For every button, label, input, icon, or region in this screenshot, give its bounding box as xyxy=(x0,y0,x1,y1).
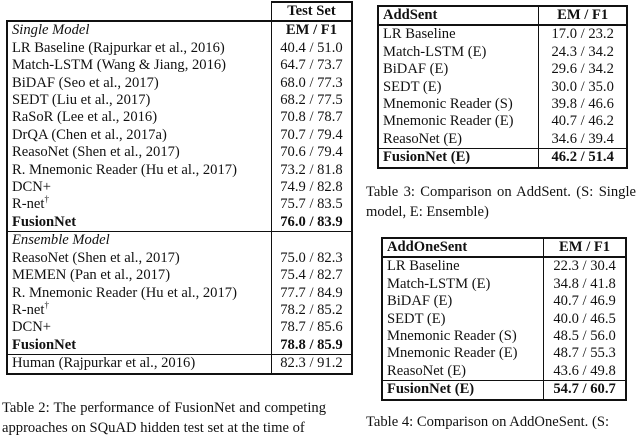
row-name xyxy=(7,75,271,92)
row-score: 78.7 / 85.6 xyxy=(271,319,352,336)
row-score: 68.0 / 77.3 xyxy=(271,75,352,92)
row-score: 70.7 / 79.4 xyxy=(271,127,352,144)
row-name xyxy=(378,96,539,113)
row-name-text: BiDAF (E) xyxy=(383,61,449,78)
table3 xyxy=(377,5,628,169)
row-name-text: SEDT (E) xyxy=(387,310,446,327)
table2-single-fusion-row xyxy=(7,214,352,232)
row-name-text: R. Mnemonic Reader (Hu et al., 2017) xyxy=(12,284,237,301)
table2-caption: Table 2: The performance of FusionNet and competing approaches on SQuAD hidden test set at the time of xyxy=(2,400,326,436)
table-row xyxy=(7,127,352,144)
row-name-text: LR Baseline xyxy=(387,258,460,275)
row-name-text: DrQA (Chen et al., 2017a) xyxy=(12,126,167,143)
table3-title: AddSent xyxy=(378,6,539,25)
row-name-text: Match-LSTM (Wang & Jiang, 2016) xyxy=(12,57,227,74)
row-score: 39.8 / 46.6 xyxy=(539,96,627,113)
table-row xyxy=(7,40,352,57)
row-score: 75.7 / 83.5 xyxy=(271,196,352,213)
table-row xyxy=(378,44,627,61)
row-name-text: Match-LSTM (E) xyxy=(387,275,491,292)
row-name-text: BiDAF (E) xyxy=(387,293,453,310)
row-name-text: ReasoNet (E) xyxy=(387,362,467,379)
row-name xyxy=(7,144,271,161)
row-name xyxy=(378,113,539,130)
row-name xyxy=(7,92,271,109)
table2 xyxy=(6,1,353,375)
table2-human-name: Human (Rajpurkar et al., 2016) xyxy=(7,355,271,374)
row-score: 48.5 / 56.0 xyxy=(544,328,626,345)
table2-single-fusion-name: FusionNet xyxy=(7,214,271,232)
row-name-text: DCN+ xyxy=(12,179,52,196)
table-row xyxy=(378,113,627,130)
row-name-text: Match-LSTM (E) xyxy=(383,43,487,60)
row-score: 77.7 / 84.9 xyxy=(271,285,352,302)
table-row xyxy=(382,293,626,310)
table-row xyxy=(7,75,352,92)
row-name xyxy=(382,293,544,310)
table-row xyxy=(378,79,627,96)
row-name xyxy=(382,363,544,381)
table2-ensemble-fusion-row xyxy=(7,337,352,355)
table-row xyxy=(7,302,352,319)
row-name-text: SEDT (E) xyxy=(383,78,442,95)
table2-ensemble-label: Ensemble Model xyxy=(7,232,271,250)
table-row xyxy=(382,345,626,362)
row-name-text: R-net xyxy=(12,301,45,318)
table4-title: AddOneSent xyxy=(382,238,544,257)
table2-human-row xyxy=(7,355,352,374)
row-name-text: LR Baseline xyxy=(383,26,456,43)
table2-ensemble-fusion-name: FusionNet xyxy=(7,337,271,355)
table2-single-fusion-score: 76.0 / 83.9 xyxy=(271,214,352,232)
table4-header xyxy=(382,238,626,257)
table4 xyxy=(381,237,627,401)
row-name-text: Mnemonic Reader (S) xyxy=(383,96,513,113)
row-score: 68.2 / 77.5 xyxy=(271,92,352,109)
table3-fusion-name: FusionNet (E) xyxy=(378,149,539,168)
table4-fusion-row xyxy=(382,381,626,400)
table2-top-header xyxy=(7,2,352,21)
row-score: 40.7 / 46.2 xyxy=(539,113,627,130)
row-name xyxy=(7,250,271,267)
row-name-text: Mnemonic Reader (S) xyxy=(387,328,517,345)
table-row xyxy=(7,109,352,126)
table-row xyxy=(382,311,626,328)
row-name-text: Mnemonic Reader (E) xyxy=(383,113,514,130)
row-name xyxy=(7,196,271,213)
row-score: 40.7 / 46.9 xyxy=(544,293,626,310)
table3-header xyxy=(378,6,627,25)
table-row xyxy=(7,57,352,74)
row-name-text: MEMEN (Pan et al., 2017) xyxy=(12,267,171,284)
table2-single-label: Single Model xyxy=(7,21,271,39)
row-name xyxy=(7,302,271,319)
row-name xyxy=(7,162,271,179)
row-name-text: DCN+ xyxy=(12,319,52,336)
table-row xyxy=(7,250,352,267)
table4-rows xyxy=(382,257,626,380)
row-score: 74.9 / 82.8 xyxy=(271,179,352,196)
table2-test-set-header: Test Set xyxy=(271,2,352,21)
table3-caption: Table 3: Comparison on AddSent. (S: Single model, E: Ensemble) xyxy=(366,184,636,220)
table-row xyxy=(7,144,352,161)
row-score: 30.0 / 35.0 xyxy=(539,79,627,96)
row-name xyxy=(7,267,271,284)
table-row xyxy=(7,92,352,109)
table2-ensemble-rows xyxy=(7,250,352,337)
row-score: 78.2 / 85.2 xyxy=(271,302,352,319)
row-score: 40.0 / 46.5 xyxy=(544,311,626,328)
row-name xyxy=(7,109,271,126)
row-name xyxy=(378,79,539,96)
table4-caption: Table 4: Comparison on AddOneSent. (S: xyxy=(366,414,609,430)
table3-fusion-row xyxy=(378,149,627,168)
row-name-text: ReasoNet (Shen et al., 2017) xyxy=(12,144,180,161)
row-name xyxy=(7,40,271,57)
row-score: 70.8 / 78.7 xyxy=(271,109,352,126)
row-name-text: RaSoR (Lee et al., 2016) xyxy=(12,109,158,126)
row-score: 70.6 / 79.4 xyxy=(271,144,352,161)
row-name xyxy=(382,311,544,328)
row-name xyxy=(382,345,544,362)
table4-metric: EM / F1 xyxy=(544,238,626,257)
table-row xyxy=(7,267,352,284)
row-name-text: LR Baseline (Rajpurkar et al., 2016) xyxy=(12,39,225,56)
row-score: 73.2 / 81.8 xyxy=(271,162,352,179)
table-row xyxy=(378,96,627,113)
table-row xyxy=(7,319,352,336)
row-score: 17.0 / 23.2 xyxy=(539,25,627,43)
table2-ensemble-fusion-score: 78.8 / 85.9 xyxy=(271,337,352,355)
table-row xyxy=(378,25,627,43)
table3-metric: EM / F1 xyxy=(539,6,627,25)
row-score: 40.4 / 51.0 xyxy=(271,40,352,57)
dagger-mark: † xyxy=(44,194,49,205)
table-row xyxy=(382,257,626,275)
table4-fusion-name: FusionNet (E) xyxy=(382,381,544,400)
row-score: 43.6 / 49.8 xyxy=(544,363,626,381)
row-name xyxy=(7,57,271,74)
row-name xyxy=(378,131,539,149)
row-score: 64.7 / 73.7 xyxy=(271,57,352,74)
row-name-text: R-net xyxy=(12,196,45,213)
row-score: 34.8 / 41.8 xyxy=(544,276,626,293)
table-row xyxy=(378,61,627,78)
table-row xyxy=(382,363,626,381)
row-name xyxy=(378,61,539,78)
table-row xyxy=(7,285,352,302)
table3-fusion-score: 46.2 / 51.4 xyxy=(539,149,627,168)
table3-rows xyxy=(378,25,627,148)
table2-single-section xyxy=(7,21,352,39)
row-score: 75.0 / 82.3 xyxy=(271,250,352,267)
row-name-text: Mnemonic Reader (E) xyxy=(387,345,518,362)
row-name-text: ReasoNet (E) xyxy=(383,130,463,147)
row-score: 75.4 / 82.7 xyxy=(271,267,352,284)
row-name xyxy=(382,276,544,293)
table-row xyxy=(382,276,626,293)
table-row xyxy=(382,328,626,345)
table2-ensemble-section xyxy=(7,232,352,250)
table-row xyxy=(378,131,627,149)
row-name-text: SEDT (Liu et al., 2017) xyxy=(12,92,151,109)
row-name xyxy=(382,328,544,345)
row-name xyxy=(378,25,539,43)
row-name xyxy=(7,127,271,144)
row-score: 22.3 / 30.4 xyxy=(544,257,626,275)
row-name-text: R. Mnemonic Reader (Hu et al., 2017) xyxy=(12,161,237,178)
row-score: 34.6 / 39.4 xyxy=(539,131,627,149)
table2-human-score: 82.3 / 91.2 xyxy=(271,355,352,374)
row-score: 48.7 / 55.3 xyxy=(544,345,626,362)
row-name-text: BiDAF (Seo et al., 2017) xyxy=(12,74,159,91)
table2-single-rows xyxy=(7,40,352,214)
table4-fusion-score: 54.7 / 60.7 xyxy=(544,381,626,400)
row-name xyxy=(7,319,271,336)
row-name xyxy=(378,44,539,61)
table-row xyxy=(7,196,352,213)
table-row xyxy=(7,179,352,196)
dagger-mark: † xyxy=(44,300,49,311)
row-name xyxy=(382,257,544,275)
table2-metric-single: EM / F1 xyxy=(271,21,352,39)
row-name-text: ReasoNet (Shen et al., 2017) xyxy=(12,249,180,266)
table-row xyxy=(7,162,352,179)
row-score: 24.3 / 34.2 xyxy=(539,44,627,61)
row-score: 29.6 / 34.2 xyxy=(539,61,627,78)
